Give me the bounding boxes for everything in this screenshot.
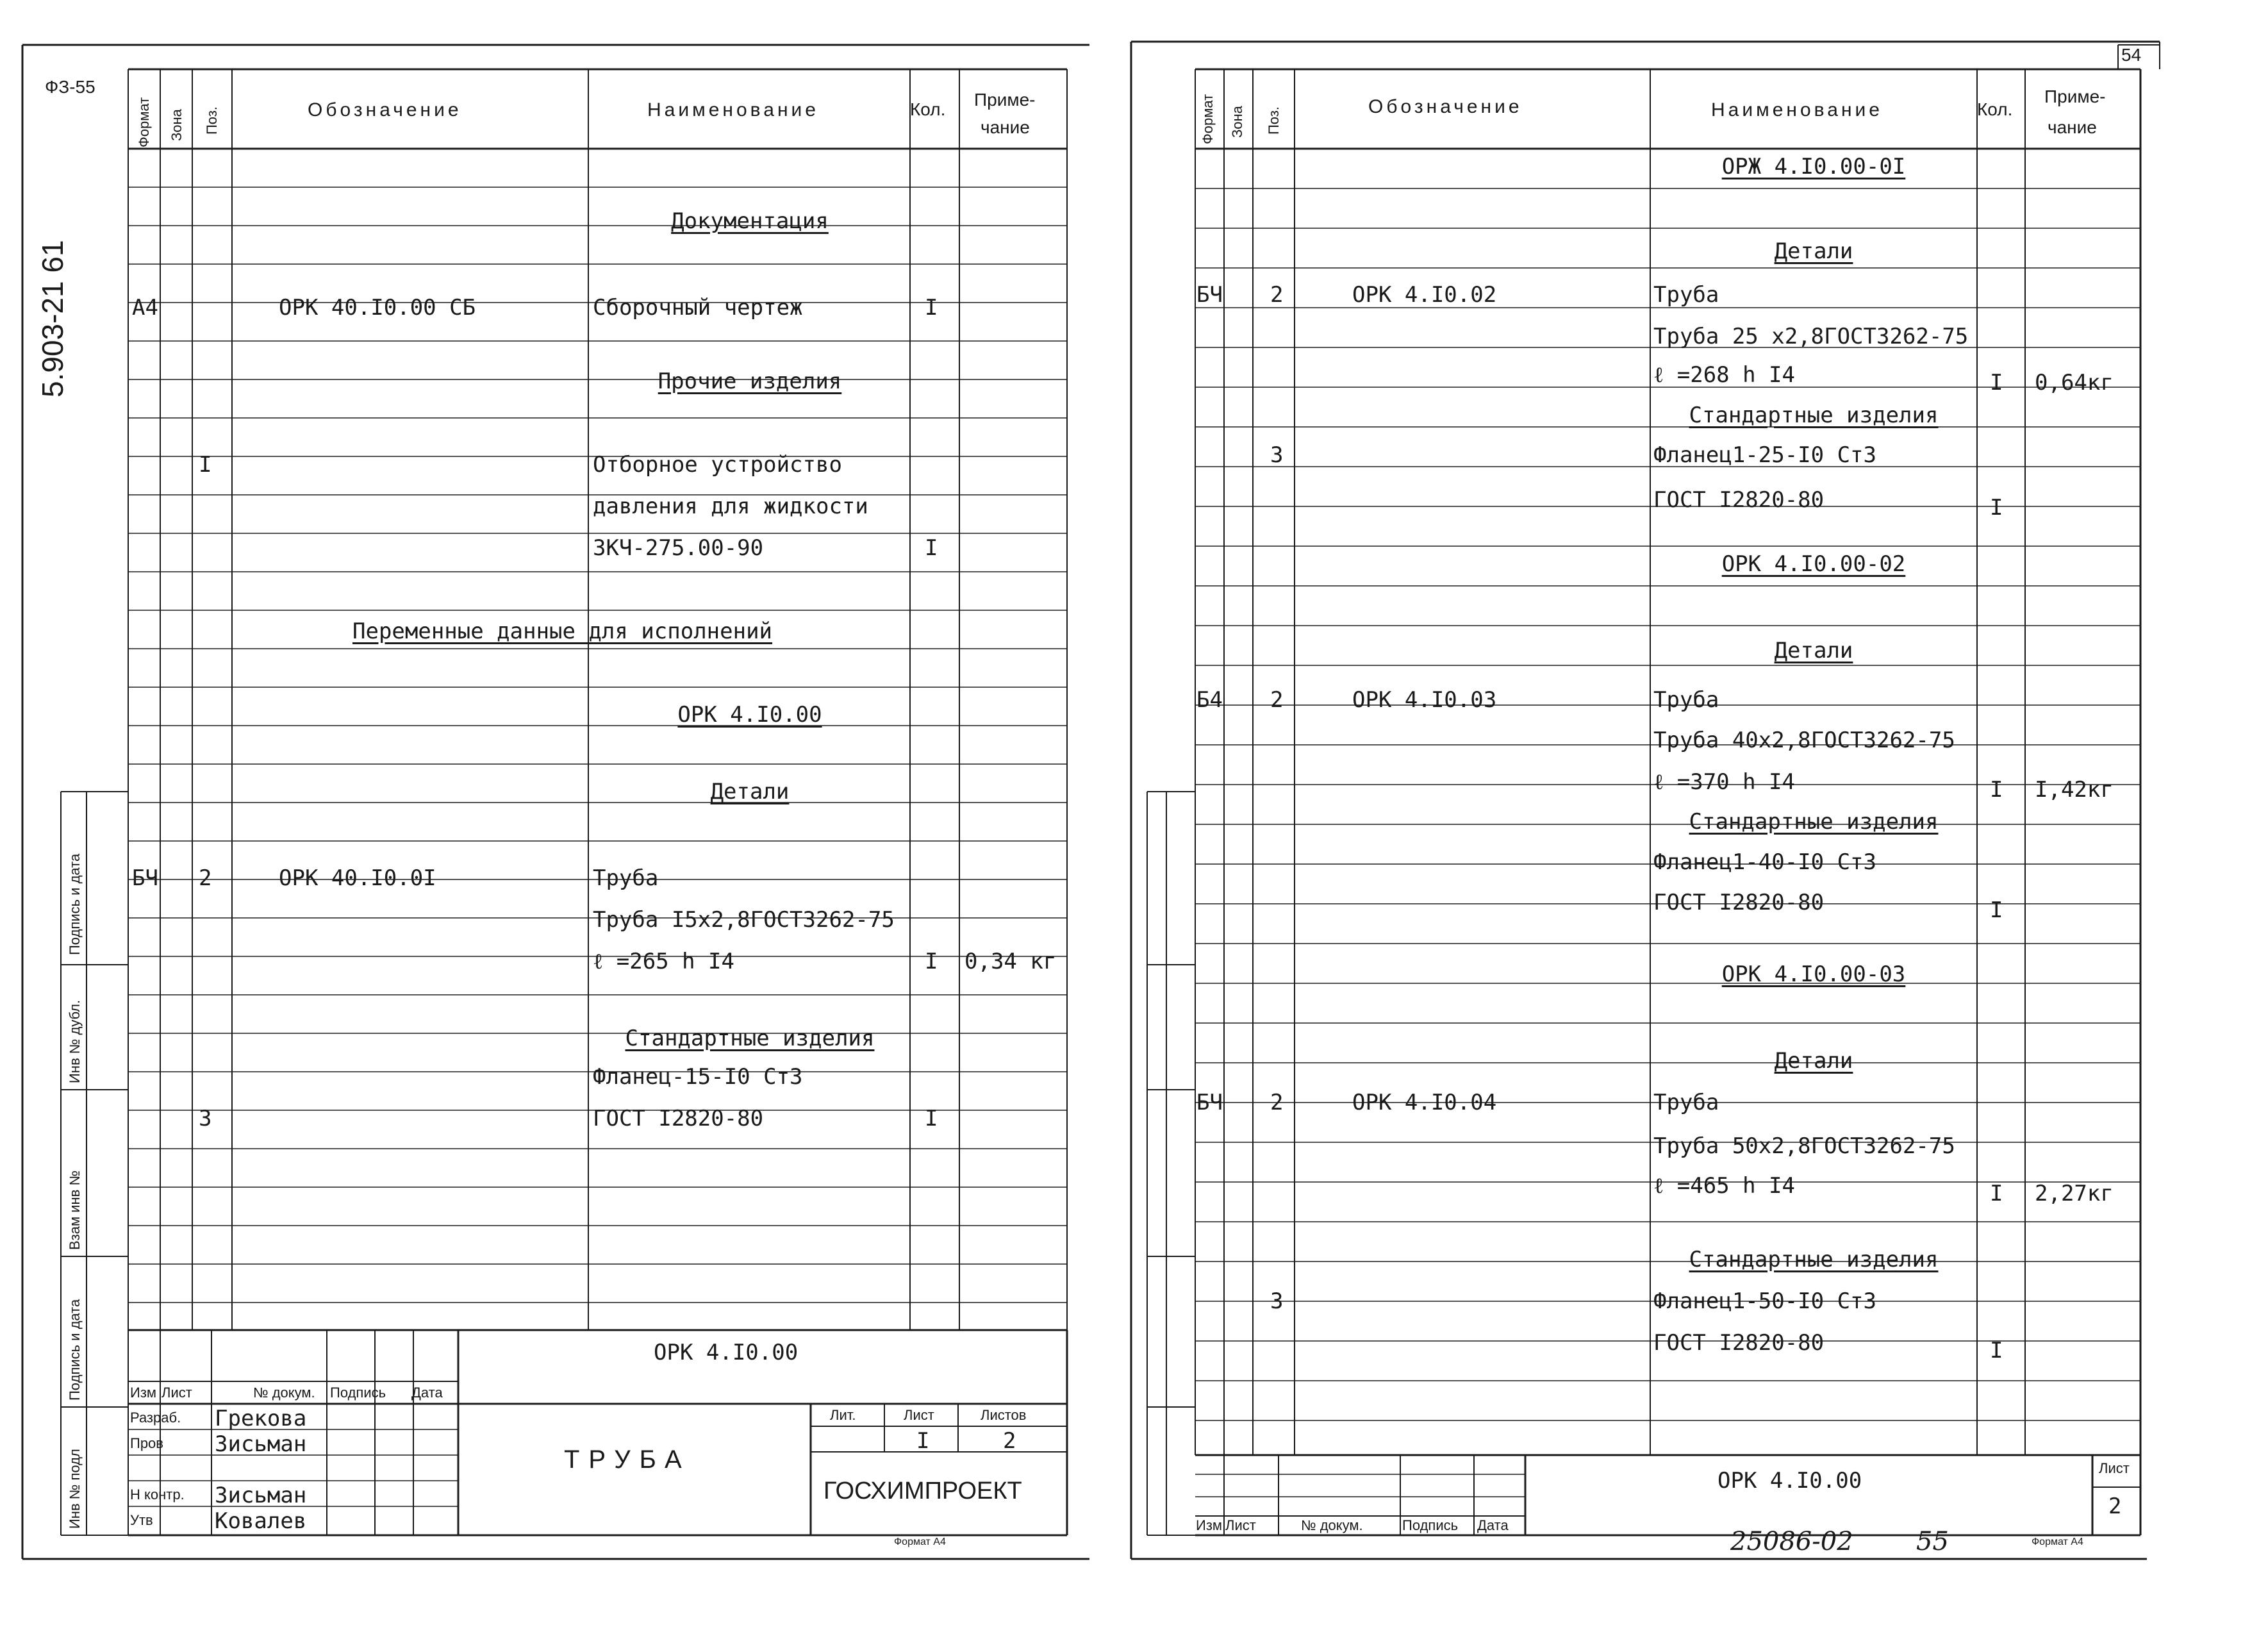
stamp-name: Зисьман xyxy=(215,1431,307,1457)
name-cell: ГОСТ I2820-80 xyxy=(1653,890,1825,915)
stamp-col-list: Лист xyxy=(161,1385,192,1401)
stamp-name: Грекова xyxy=(215,1406,307,1431)
stamp-code: ОРК 4.I0.00 xyxy=(654,1340,799,1365)
header-note-2: чание xyxy=(981,117,1030,137)
name-cell: ГОСТ I2820-80 xyxy=(1653,1330,1825,1356)
section-title: ОРК 4.I0.00-03 xyxy=(1721,962,1906,987)
stamp-name: Ковалев xyxy=(215,1508,307,1534)
section-title: Детали xyxy=(1774,1048,1853,1074)
format-note: Формат А4 xyxy=(2032,1536,2083,1547)
position-cell: I xyxy=(199,452,212,478)
stamp-listov: Листов xyxy=(981,1407,1027,1423)
quantity-cell: I xyxy=(1990,1181,2003,1206)
section-title: Переменные данные для исполнений xyxy=(352,619,773,644)
stamp-name: Зисьман xyxy=(215,1483,307,1508)
format-cell: БЧ xyxy=(1196,282,1223,308)
page-number: 55 xyxy=(1916,1527,1949,1556)
name-cell: давления для жидкости xyxy=(593,494,868,519)
position-cell: 2 xyxy=(1270,687,1284,713)
document-number: 25086-02 xyxy=(1730,1527,1853,1556)
stamp-list: Лист xyxy=(2099,1460,2130,1476)
side-note: 5.903-21 61 xyxy=(36,240,69,397)
note-cell: I,42кг xyxy=(2035,777,2114,803)
quantity-cell: I xyxy=(1990,897,2003,923)
designation-cell: ОРК 4.I0.03 xyxy=(1352,687,1497,713)
stamp-list-value: I xyxy=(916,1428,930,1454)
stamp-listov-value: 2 xyxy=(1003,1428,1016,1454)
header-pos: Поз. xyxy=(204,106,220,135)
note-cell: 0,64кг xyxy=(2035,370,2114,396)
stamp-title: ТРУБА xyxy=(564,1445,691,1474)
position-cell: 3 xyxy=(1270,442,1284,468)
stamp-col-izm: Изм xyxy=(1196,1517,1223,1533)
stamp-role: Утв xyxy=(130,1512,153,1528)
header-name: Наименование xyxy=(1711,99,1883,121)
format-cell: Б4 xyxy=(1196,687,1223,713)
quantity-cell: I xyxy=(1990,370,2003,396)
name-cell: Сборочный чертеж xyxy=(593,295,803,321)
stamp-org: ГОСХИМПРОЕКТ xyxy=(824,1478,1022,1504)
side-label-sign-date-2: Подпись и дата xyxy=(67,1299,83,1401)
quantity-cell: I xyxy=(1990,1338,2003,1363)
stamp-col-date: Дата xyxy=(411,1385,443,1401)
section-title: Детали xyxy=(1774,638,1853,663)
name-cell: ℓ =268 h I4 xyxy=(1653,362,1795,388)
stamp-col-list: Лист xyxy=(1225,1517,1256,1533)
stamp-role: Разраб. xyxy=(130,1410,181,1426)
section-title: ОРЖ 4.I0.00-0I xyxy=(1721,154,1906,179)
side-label-dup-inv: Инв № дубл. xyxy=(67,999,83,1083)
stamp-col-doc: № докум. xyxy=(1301,1517,1363,1533)
quantity-cell: I xyxy=(925,295,938,321)
quantity-cell: I xyxy=(925,949,938,974)
position-cell: 2 xyxy=(199,865,212,891)
name-cell: Отборное устройство xyxy=(593,452,842,478)
designation-cell: ОРК 40.I0.00 СБ xyxy=(279,295,476,321)
designation-cell: ОРК 4.I0.02 xyxy=(1352,282,1497,308)
side-label-sign-date: Подпись и дата xyxy=(67,853,83,955)
header-qty: Кол. xyxy=(910,99,946,119)
header-qty: Кол. xyxy=(1977,99,2013,119)
header-designation: Обозначение xyxy=(1368,96,1523,117)
stamp-role: Пров xyxy=(130,1435,163,1451)
name-cell: Фланец1-40-I0 Ст3 xyxy=(1653,849,1876,875)
name-cell: ГОСТ I2820-80 xyxy=(593,1106,764,1131)
stamp-code: ОРК 4.I0.00 xyxy=(1718,1468,1862,1494)
header-zone: Зона xyxy=(1229,106,1245,138)
corner-code: ФЗ-55 xyxy=(45,77,95,97)
name-cell: Труба xyxy=(1653,282,1719,308)
format-cell: БЧ xyxy=(132,865,158,891)
quantity-cell: I xyxy=(1990,495,2003,520)
header-designation: Обозначение xyxy=(308,99,462,121)
section-title: Стандартные изделия xyxy=(1689,1247,1939,1272)
section-title: Стандартные изделия xyxy=(625,1026,875,1051)
name-cell: ЗКЧ-275.00-90 xyxy=(593,535,764,561)
stamp-list: Лист xyxy=(904,1407,934,1423)
stamp-col-date: Дата xyxy=(1477,1517,1509,1533)
header-note-1: Приме- xyxy=(974,90,1036,110)
side-label-orig-inv: Инв № подл xyxy=(67,1449,83,1529)
sheet-tag: 54 xyxy=(2121,45,2142,65)
stamp-col-sign: Подпись xyxy=(330,1385,386,1401)
section-title: Детали xyxy=(1774,238,1853,264)
designation-cell: ОРК 4.I0.04 xyxy=(1352,1090,1497,1115)
name-cell: Фланец1-50-I0 Ст3 xyxy=(1653,1288,1876,1314)
format-cell: А4 xyxy=(132,295,158,321)
section-title: Документация xyxy=(671,208,829,234)
position-cell: 2 xyxy=(1270,282,1284,308)
name-cell: Труба xyxy=(1653,687,1719,713)
stamp-role: Н контр. xyxy=(130,1486,185,1503)
stamp-col-doc: № докум. xyxy=(253,1385,315,1401)
stamp-lit: Лит. xyxy=(830,1407,856,1423)
section-title: ОРК 4.I0.00-02 xyxy=(1721,551,1906,577)
header-zone: Зона xyxy=(169,109,185,141)
quantity-cell: I xyxy=(925,1106,938,1131)
header-note-1: Приме- xyxy=(2044,87,2106,106)
side-label-replace-inv: Взам инв № xyxy=(67,1170,83,1250)
name-cell: ℓ =370 h I4 xyxy=(1653,769,1795,795)
section-title: Стандартные изделия xyxy=(1689,809,1939,835)
quantity-cell: I xyxy=(925,535,938,561)
name-cell: Труба xyxy=(1653,1090,1719,1115)
stamp-list-value: 2 xyxy=(2108,1494,2122,1519)
format-note: Формат А4 xyxy=(894,1536,946,1547)
note-cell: 2,27кг xyxy=(2035,1181,2114,1206)
name-cell: ℓ =265 h I4 xyxy=(593,949,734,974)
header-note-2: чание xyxy=(2048,117,2097,137)
header-format: Формат xyxy=(136,97,152,147)
section-title: Детали xyxy=(710,779,790,804)
section-title: Стандартные изделия xyxy=(1689,403,1939,428)
format-cell: БЧ xyxy=(1196,1090,1223,1115)
name-cell: Труба 40x2,8ГОСТ3262-75 xyxy=(1653,728,1955,753)
name-cell: Труба I5x2,8ГОСТ3262-75 xyxy=(593,907,895,933)
section-title: ОРК 4.I0.00 xyxy=(677,702,822,728)
name-cell: ℓ =465 h I4 xyxy=(1653,1173,1795,1199)
note-cell: 0,34 кг xyxy=(964,949,1057,974)
position-cell: 3 xyxy=(199,1106,212,1131)
header-pos: Поз. xyxy=(1266,106,1282,135)
stamp-col-izm: Изм xyxy=(130,1385,157,1401)
section-title: Прочие изделия xyxy=(658,369,842,394)
name-cell: Труба xyxy=(593,865,659,891)
header-name: Наименование xyxy=(647,99,819,121)
designation-cell: ОРК 40.I0.0I xyxy=(279,865,436,891)
stamp-col-sign: Подпись xyxy=(1402,1517,1459,1533)
name-cell: Фланец-15-I0 Ст3 xyxy=(593,1064,803,1090)
name-cell: ГОСТ I2820-80 xyxy=(1653,487,1825,513)
name-cell: Фланец1-25-I0 Ст3 xyxy=(1653,442,1876,468)
position-cell: 2 xyxy=(1270,1090,1284,1115)
quantity-cell: I xyxy=(1990,777,2003,803)
header-format: Формат xyxy=(1200,94,1216,144)
name-cell: Труба 25 x2,8ГОСТ3262-75 xyxy=(1653,324,1969,349)
name-cell: Труба 50x2,8ГОСТ3262-75 xyxy=(1653,1133,1955,1159)
position-cell: 3 xyxy=(1270,1288,1284,1314)
